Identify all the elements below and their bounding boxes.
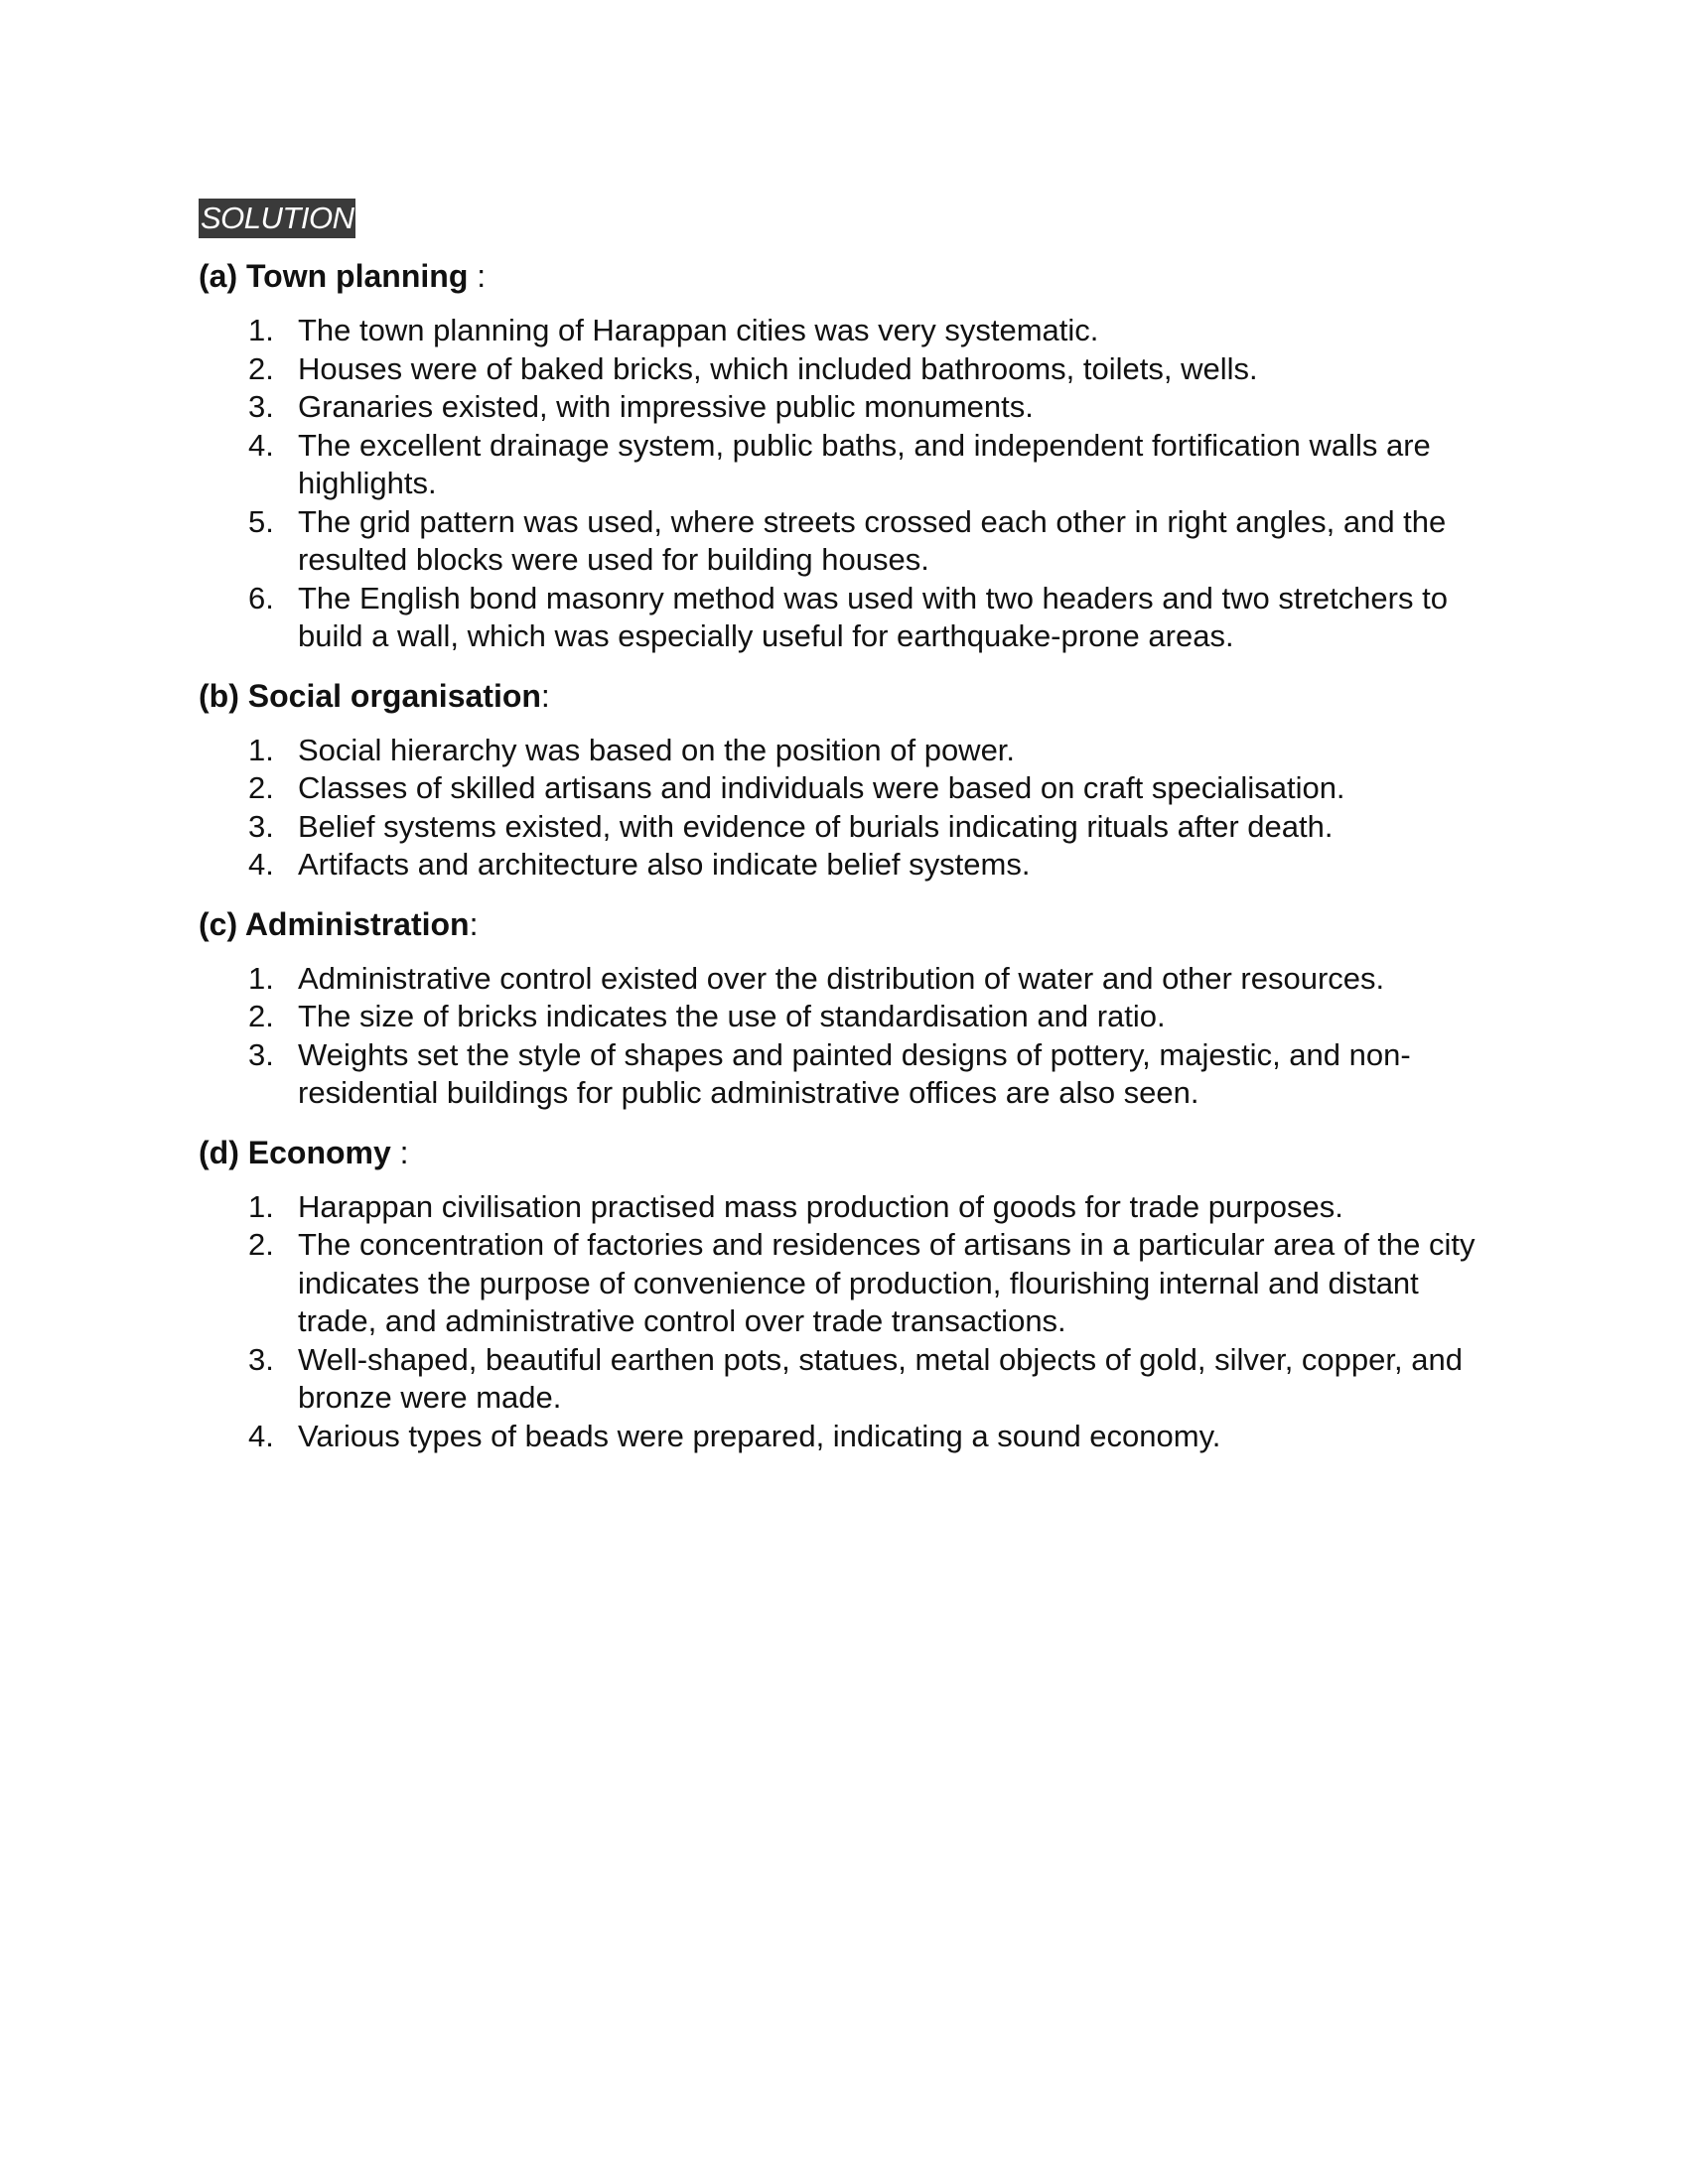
section-heading [199,1133,1489,1172]
item-text: The town planning of Harappan cities was very systematic. [298,313,1099,347]
list-item [199,998,1489,1036]
list-item [199,732,1489,770]
item-text: The English bond masonry method was used with two headers and two stretchers to build a wall, which was especially useful for earthquake-prone areas. [298,580,1448,653]
document-page [199,199,1489,1455]
item-text: Belief systems existed, with evidence of burials indicating rituals after death. [298,808,1334,844]
section-heading-suffix: : [469,905,479,942]
item-number: 3. [248,389,274,424]
item-number: 5. [248,503,274,539]
item-number: 4. [248,1418,274,1453]
section-heading [199,904,1489,944]
item-number: 1. [248,1188,274,1224]
section-town-planning [199,256,1489,656]
section-heading-label: (b) Social organisation [199,677,541,714]
list-item [199,312,1489,350]
list-item [199,1188,1489,1227]
item-text: Harappan civilisation practised mass production of goods for trade purposes. [298,1188,1343,1224]
section-heading [199,676,1489,716]
item-number: 3. [248,808,274,844]
item-number: 2. [248,350,274,386]
item-text: The concentration of factories and residences of artisans in a particular area of the city indicates the purpose of convenience of production, flourishing internal and distant trade, and administrative control over trade transactions. [298,1227,1476,1338]
list-item [199,1036,1489,1113]
item-text: Weights set the style of shapes and painted designs of pottery, majestic, and non-residential buildings for public administrative offices are also seen. [298,1036,1411,1110]
item-text: Administrative control existed over the distribution of water and other resources. [298,960,1385,996]
item-number: 2. [248,770,274,805]
section-economy [199,1133,1489,1456]
list-item [199,769,1489,808]
section-heading-label: (d) Economy [199,1134,391,1170]
section-social-organisation [199,676,1489,885]
list-item [199,846,1489,885]
item-text: The grid pattern was used, where streets crossed each other in right angles, and the resulted blocks were used for building houses. [298,503,1447,577]
list-item [199,503,1489,580]
section-heading-suffix: : [390,1134,409,1170]
list-item [199,960,1489,999]
item-list [199,312,1489,656]
item-number: 1. [248,732,274,767]
item-list [199,732,1489,885]
list-item [199,580,1489,656]
section-heading [199,256,1489,296]
item-number: 4. [248,847,274,882]
item-number: 2. [248,999,274,1033]
list-item [199,427,1489,503]
item-text: The size of bricks indicates the use of standardisation and ratio. [298,999,1166,1033]
list-item [199,1341,1489,1418]
solution-badge: SOLUTION [199,199,355,238]
list-item [199,388,1489,427]
item-list [199,960,1489,1113]
item-number: 1. [248,313,274,347]
section-heading-label: (c) Administration [199,905,470,942]
item-text: The excellent drainage system, public baths, and independent fortification walls are highlights. [298,427,1431,500]
section-heading-label: (a) Town planning [199,258,469,294]
list-item [199,1418,1489,1456]
item-text: Granaries existed, with impressive public monuments. [298,389,1034,424]
item-text: Artifacts and architecture also indicate belief systems. [298,847,1031,882]
list-item [199,808,1489,847]
item-number: 3. [248,1341,274,1377]
item-number: 1. [248,960,274,996]
section-administration [199,904,1489,1113]
item-list [199,1188,1489,1456]
item-text: Well-shaped, beautiful earthen pots, statues, metal objects of gold, silver, copper, and bronze were made. [298,1341,1463,1415]
list-item [199,350,1489,389]
item-text: Various types of beads were prepared, indicating a sound economy. [298,1418,1221,1453]
item-number: 6. [248,580,274,615]
item-number: 4. [248,427,274,463]
section-heading-suffix: : [468,258,487,294]
list-item [199,1226,1489,1341]
item-text: Social hierarchy was based on the position of power. [298,732,1016,767]
item-number: 3. [248,1036,274,1072]
section-heading-suffix: : [540,677,550,714]
item-text: Houses were of baked bricks, which included bathrooms, toilets, wells. [298,350,1258,386]
item-number: 2. [248,1227,274,1262]
item-text: Classes of skilled artisans and individuals were based on craft specialisation. [298,770,1345,805]
